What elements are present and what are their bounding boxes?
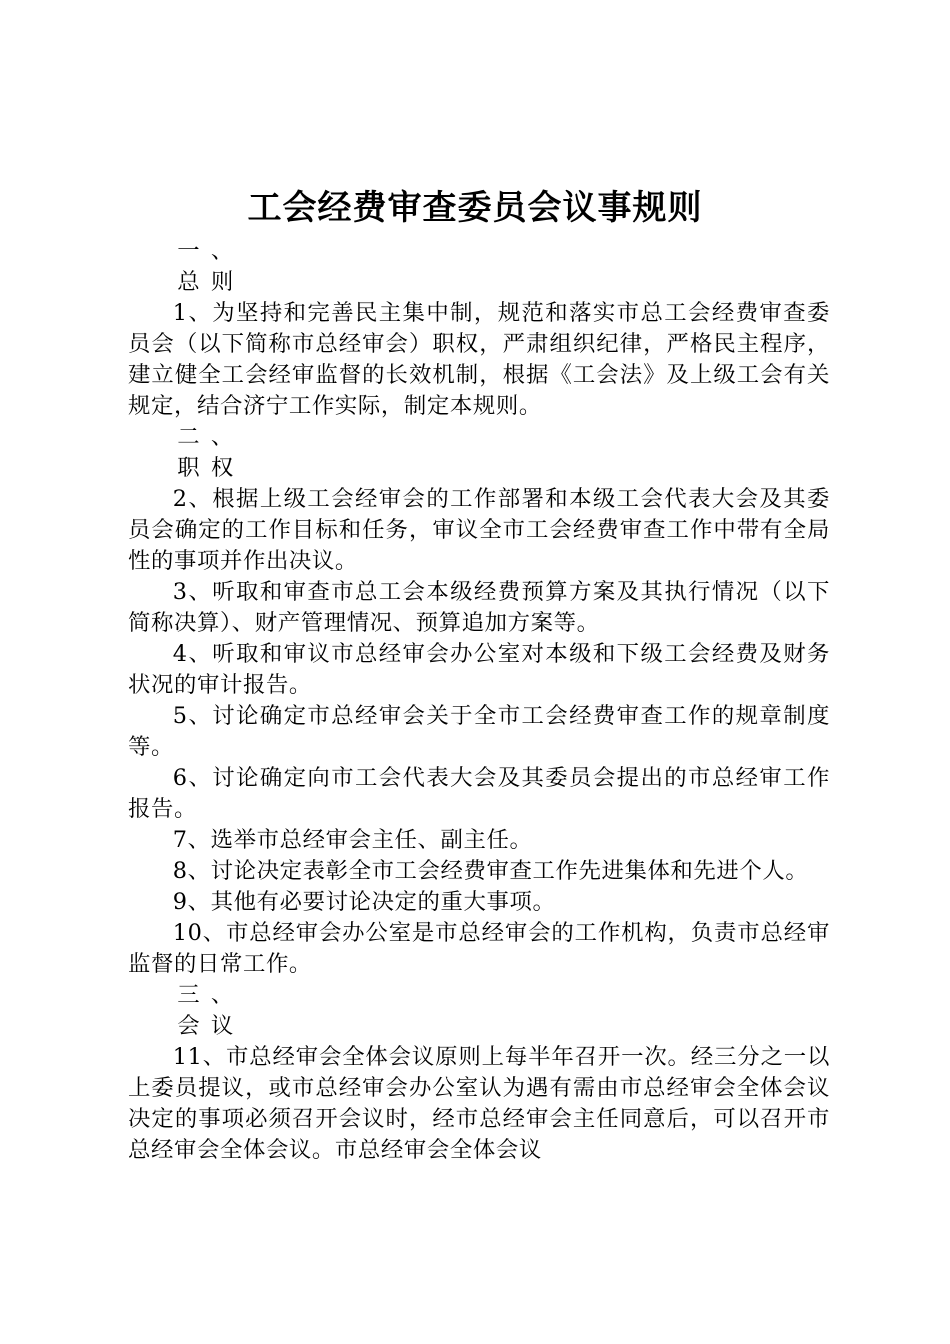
paragraph-6: 6、讨论确定向市工会代表大会及其委员会提出的市总经审工作报告。 — [128, 765, 830, 822]
paragraph-3: 3、听取和审查市总工会本级经费预算方案及其执行情况（以下简称决算）、财产管理情况、预算追加方案等。 — [128, 579, 830, 636]
paragraph-10: 10、市总经审会办公室是市总经审会的工作机构，负责市总经审监督的日常工作。 — [128, 920, 830, 977]
paragraph-1: 1、为坚持和完善民主集中制，规范和落实市总工会经费审查委员会（以下简称市总经审会）职权，严肃组织纪律，严格民主程序，建立健全工会经审监督的长效机制，根据《工会法》及上级工会有关规定，结合济宁工作实际，制定本规则。 — [128, 300, 830, 419]
paragraph-4: 4、听取和审议市总经审会办公室对本级和下级工会经费及财务状况的审计报告。 — [128, 641, 830, 698]
section-heading-general: 一、总则 — [177, 238, 245, 295]
paragraph-11: 11、市总经审会全体会议原则上每半年召开一次。经三分之一以上委员提议，或市总经审会办公室认为遇有需由市总经审会全体会议决定的事项必须召开会议时，经市总经审会主任同意后，可以召开市总经审会全体会议。市总经审会全体会议 — [128, 1044, 830, 1163]
paragraph-2: 2、根据上级工会经审会的工作部署和本级工会代表大会及其委员会确定的工作目标和任务，审议全市工会经费审查工作中带有全局性的事项并作出决议。 — [128, 486, 830, 574]
paragraph-9: 9、其他有必要讨论决定的重大事项。 — [172, 889, 556, 915]
paragraph-7: 7、选举市总经审会主任、副主任。 — [172, 827, 533, 853]
document-title: 工会经费审查委员会议事规则 — [247, 188, 703, 228]
section-heading-meetings: 三、会议 — [177, 982, 245, 1039]
document-body — [128, 236, 830, 1166]
paragraph-5: 5、讨论确定市总经审会关于全市工会经费审查工作的规章制度等。 — [128, 703, 830, 760]
paragraph-8: 8、讨论决定表彰全市工会经费审查工作先进集体和先进个人。 — [172, 858, 809, 884]
section-heading-powers: 二、职权 — [177, 424, 245, 481]
